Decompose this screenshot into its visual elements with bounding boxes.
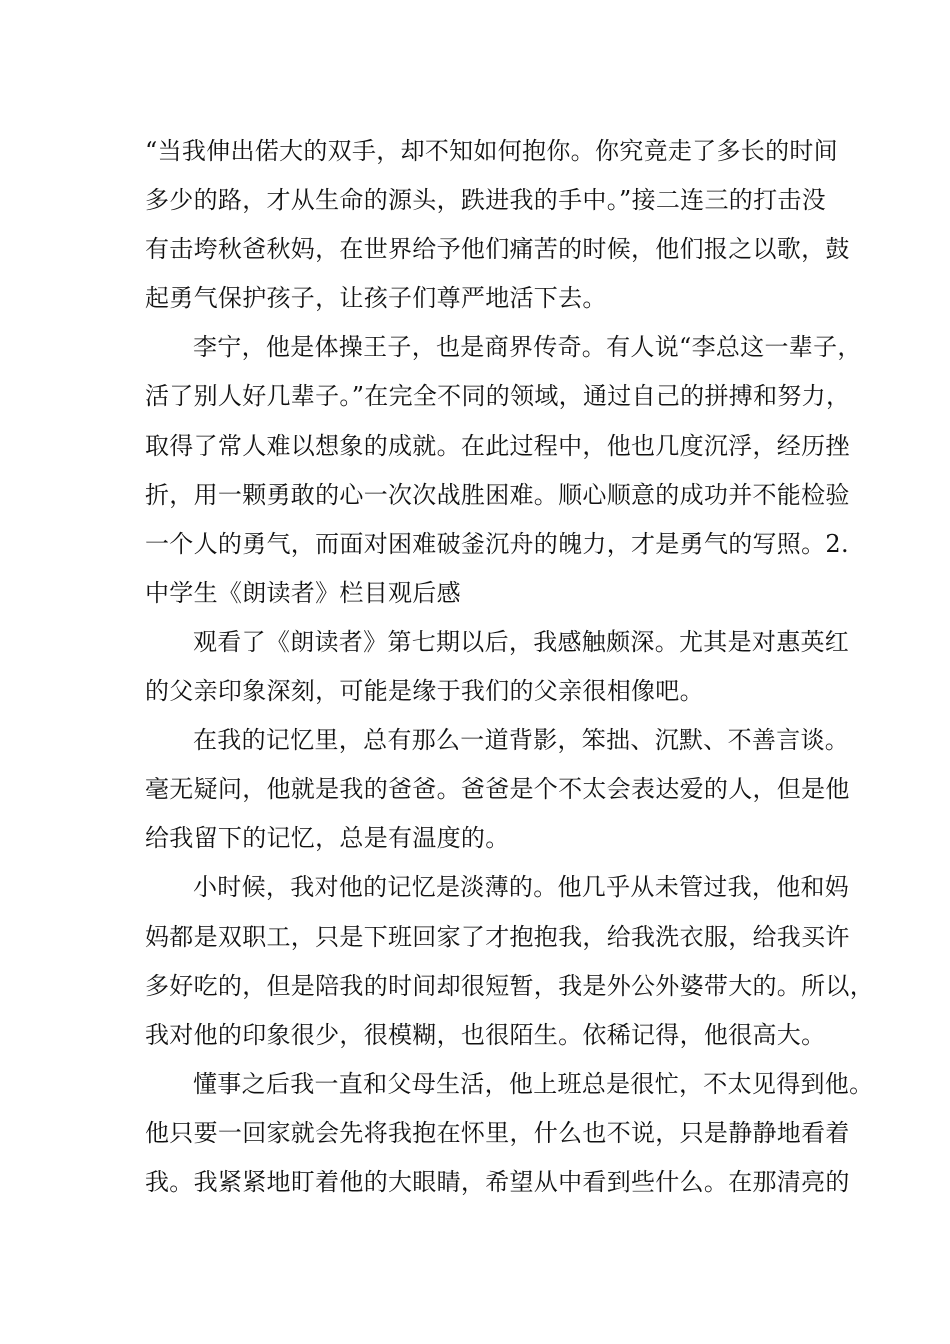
text-line: 多好吃的，但是陪我的时间却很短暂，我是外公外婆带大的。所以， <box>145 971 874 1000</box>
text-line: 取得了常人难以想象的成就。在此过程中，他也几度沉浮，经历挫 <box>145 431 850 460</box>
text-line: “当我伸出偌大的双手，却不知如何抱你。你究竟走了多长的时间 <box>145 137 838 165</box>
text-line: 妈都是双职工，只是下班回家了才抱抱我，给我洗衣服，给我买许 <box>145 922 850 951</box>
text-line: 他只要一回家就会先将我抱在怀里，什么也不说，只是静静地看着 <box>145 1118 850 1147</box>
text-line: 观看了《朗读者》第七期以后，我感触颇深。尤其是对惠英红 <box>193 627 850 656</box>
body-text <box>145 127 874 1207</box>
text-line: 李宁，他是体操王子，也是商界传奇。有人说“李总这一辈子， <box>193 333 862 362</box>
text-line: 在我的记忆里，总有那么一道背影，笨拙、沉默、不善言谈。 <box>193 726 850 755</box>
text-line: 活了别人好几辈子。”在完全不同的领域，通过自己的拼搏和努力， <box>145 382 851 411</box>
text-line: 一个人的勇气，而面对困难破釜沉舟的魄力，才是勇气的写照。2. <box>145 529 849 558</box>
text-line: 毫无疑问，他就是我的爸爸。爸爸是个不太会表达爱的人，但是他 <box>145 775 850 804</box>
text-line: 有击垮秋爸秋妈，在世界给予他们痛苦的时候，他们报之以歌，鼓 <box>145 235 850 264</box>
text-line: 我对他的印象很少，很模糊，也很陌生。依稀记得，他很高大。 <box>145 1020 826 1049</box>
text-line: 折，用一颗勇敢的心一次次战胜困难。顺心顺意的成功并不能检验 <box>145 480 850 509</box>
text-line: 的父亲印象深刻，可能是缘于我们的父亲很相像吧。 <box>145 677 704 706</box>
text-line: 多少的路，才从生命的源头，跌进我的手中。”接二连三的打击没 <box>145 186 826 215</box>
text-line: 小时候，我对他的记忆是淡薄的。他几乎从未管过我，他和妈 <box>193 873 850 902</box>
text-line: 中学生《朗读者》栏目观后感 <box>145 578 461 607</box>
text-line: 我。我紧紧地盯着他的大眼睛，希望从中看到些什么。在那清亮的 <box>145 1167 850 1196</box>
text-line: 懂事之后我一直和父母生活，他上班总是很忙，不太见得到他。 <box>193 1069 874 1098</box>
text-line: 给我留下的记忆，总是有温度的。 <box>145 824 510 853</box>
text-line: 起勇气保护孩子，让孩子们尊严地活下去。 <box>145 284 607 313</box>
